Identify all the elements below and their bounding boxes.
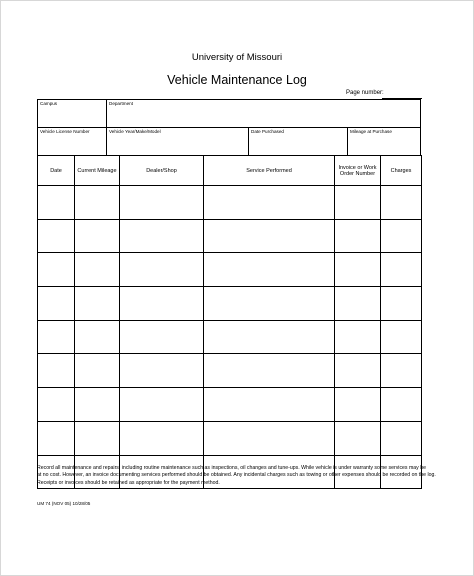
log-cell[interactable] — [38, 388, 75, 422]
log-cell[interactable] — [120, 320, 204, 354]
log-cell[interactable] — [120, 287, 204, 321]
log-cell[interactable] — [120, 219, 204, 253]
column-header-dealer-shop: Dealer/Shop — [120, 156, 204, 186]
log-row — [38, 388, 422, 422]
page-number-label: Page number: — [346, 90, 384, 96]
log-cell[interactable] — [75, 354, 120, 388]
log-row — [38, 253, 422, 287]
log-cell[interactable] — [38, 354, 75, 388]
log-cell[interactable] — [335, 421, 381, 455]
year-make-model-field[interactable]: Vehicle Year/Make/Model — [107, 128, 249, 156]
log-cell[interactable] — [381, 320, 422, 354]
log-cell[interactable] — [204, 219, 335, 253]
log-cell[interactable] — [120, 186, 204, 220]
log-cell[interactable] — [120, 253, 204, 287]
form-number: UM 74 (NOV 05) 10/28/05 — [37, 501, 91, 506]
log-cell[interactable] — [335, 253, 381, 287]
log-cell[interactable] — [381, 219, 422, 253]
log-row — [38, 320, 422, 354]
log-cell[interactable] — [204, 186, 335, 220]
log-cell[interactable] — [120, 388, 204, 422]
log-cell[interactable] — [75, 219, 120, 253]
log-row — [38, 354, 422, 388]
column-header-charges: Charges — [381, 156, 422, 186]
log-cell[interactable] — [38, 219, 75, 253]
log-cell[interactable] — [75, 186, 120, 220]
log-cell[interactable] — [75, 287, 120, 321]
log-cell[interactable] — [38, 421, 75, 455]
log-cell[interactable] — [381, 421, 422, 455]
log-cell[interactable] — [204, 287, 335, 321]
vehicle-info-table — [37, 99, 421, 156]
log-cell[interactable] — [335, 287, 381, 321]
log-cell[interactable] — [75, 253, 120, 287]
organization-name: University of Missouri — [191, 52, 283, 63]
column-header-current-mileage: Current Mileage — [75, 156, 120, 186]
campus-field[interactable]: Campus — [38, 100, 107, 128]
column-header-service-performed: Service Performed — [204, 156, 335, 186]
page-title: Vehicle Maintenance Log — [167, 73, 307, 87]
date-purchased-field[interactable]: Date Purchased — [249, 128, 348, 156]
log-row — [38, 421, 422, 455]
log-cell[interactable] — [75, 320, 120, 354]
instructions-note — [37, 465, 437, 487]
log-cell[interactable] — [335, 388, 381, 422]
department-field[interactable]: Department — [107, 100, 421, 128]
log-cell[interactable] — [120, 421, 204, 455]
log-cell[interactable] — [335, 219, 381, 253]
log-cell[interactable] — [335, 354, 381, 388]
mileage-at-purchase-field[interactable]: Mileage at Purchase — [348, 128, 421, 156]
log-cell[interactable] — [335, 320, 381, 354]
log-cell[interactable] — [204, 388, 335, 422]
log-cell[interactable] — [38, 320, 75, 354]
note-line: Receipts or invoices should be retained as appropriate for the payment method. — [37, 479, 220, 486]
column-header-invoice-number: Invoice or Work Order Number — [335, 156, 381, 186]
log-cell[interactable] — [335, 186, 381, 220]
log-cell[interactable] — [204, 421, 335, 455]
log-row — [38, 287, 422, 321]
log-row — [38, 219, 422, 253]
column-header-date: Date — [38, 156, 75, 186]
log-cell[interactable] — [38, 287, 75, 321]
log-body — [38, 186, 422, 489]
note-line: Record all maintenance and repairs, including routine maintenance such as inspections, oil changes and tune-ups. While vehicle is under warranty some services may be — [37, 465, 426, 471]
log-cell[interactable] — [381, 253, 422, 287]
log-cell[interactable] — [381, 354, 422, 388]
log-cell[interactable] — [38, 253, 75, 287]
log-row — [38, 186, 422, 220]
log-cell[interactable] — [75, 421, 120, 455]
log-header-row — [38, 156, 422, 186]
maintenance-log-table — [37, 155, 422, 489]
log-cell[interactable] — [38, 186, 75, 220]
log-cell[interactable] — [204, 253, 335, 287]
log-cell[interactable] — [120, 354, 204, 388]
log-cell[interactable] — [381, 388, 422, 422]
log-cell[interactable] — [75, 388, 120, 422]
log-cell[interactable] — [204, 354, 335, 388]
log-cell[interactable] — [381, 287, 422, 321]
note-line: at no cost. However, an invoice documenting services performed should be obtained. Any incidental charges such as towing or other expenses should be recorded on the log. — [37, 472, 436, 479]
log-cell[interactable] — [381, 186, 422, 220]
log-cell[interactable] — [204, 320, 335, 354]
license-number-field[interactable]: Vehicle License Number — [38, 128, 107, 156]
